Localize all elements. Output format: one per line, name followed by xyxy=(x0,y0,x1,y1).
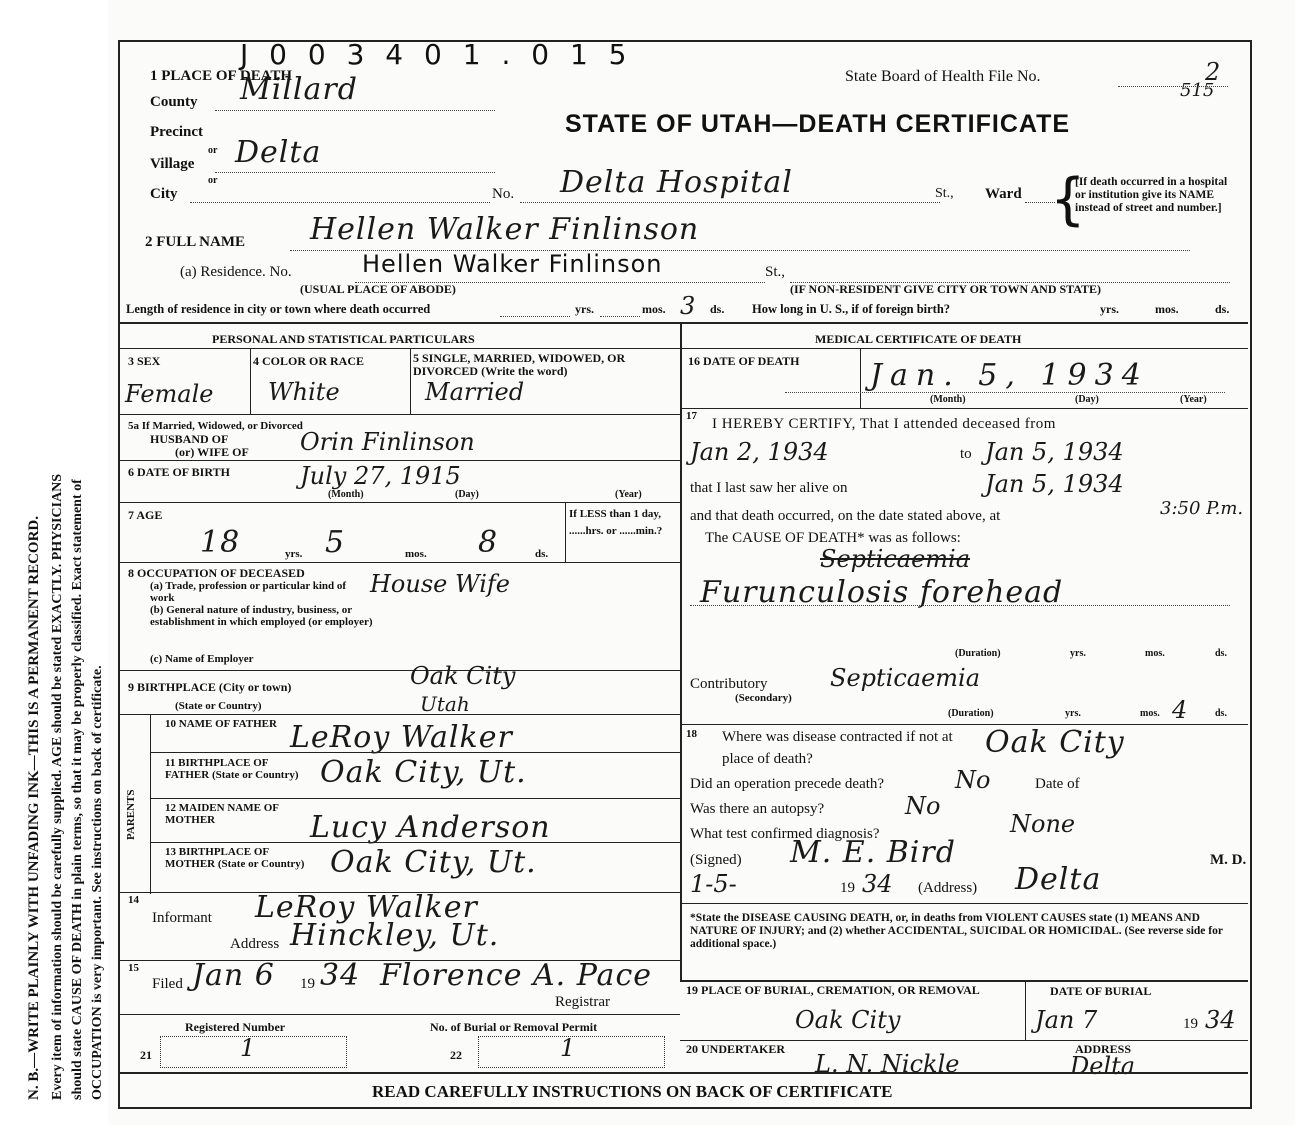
length-months-value: 3 xyxy=(680,292,696,320)
file-number-value: 2 xyxy=(1205,58,1221,86)
spouse-value: Orin Finlinson xyxy=(300,428,475,456)
village-value: Delta xyxy=(235,135,322,170)
death-certificate: N. B.—WRITE PLAINLY WITH UNFADING INK—THIS IS A PERMANENT RECORD. Every item of information should be carefully supplied. AGE should be stated EXACTLY. PHYSICIANS should state CAUSE OF DEATH in plain terms, so that it may be properly classified. Exact statement of OCCUPATION is very important. See instructions on back of certificate. J 0 0 3 4 0 1 . 0 1 5 State Board of Health File No. 2 515 STATE OF UTAH—DEATH CERTIFICATE 1 PLACE OF DEATH County Millard Precinct or Village Delta or City No. Delta Hospital St., Ward { [If death occurred in a hospital or institution give its NAME instead of street and number.] 2 FULL NAME Hellen Walker Finlinson (a) Residence. No. Hellen Walker Finlinson St., (USUAL PLACE OF ABODE) (IF NON-RESIDENT GIVE CITY OR TOWN AND STATE) Length of residence in city or town where death occurred yrs. mos. 3 ds. How long in U. S., if of foreign birth? yrs. mos. ds. PERSONAL AND STATISTICAL PARTICULARS 3 SEX 4 COLOR OR RACE 5 SINGLE, MARRIED, WIDOWED, OR DIVORCED (Write the word) Female White Married 5a If Married, Widowed, or Divorced HUSBAND OF (or) WIFE OF Orin Finlinson 6 DATE OF BIRTH July 27, 1915 (Month) (Day) (Year) 7 AGE 18 yrs. 5 mos. 8 ds. If LESS than 1 day, ......hrs. or ......min.? 8 OCCUPATION OF DECEASED (a) Trade, profession or particular kind of work House Wife (b) General nature of industry, business, or establishment in which employed (or employer) (c) Name of Employer 9 BIRTHPLACE (City or town) Oak City (State or Country) Utah PARENTS 10 NAME OF FATHER LeRoy Walker 11 BIRTHPLACE OF FATHER (State or Country) Oak City, Ut. 12 MAIDEN NAME OF MOTHER Lucy Anderson 13 BIRTHPLACE OF MOTHER (State or Country) Oak City, Ut. 14 Informant LeRoy Walker Address Hinckley, Ut. 15 Filed Jan 6 19 34 Florence A. Pace Registrar Registered Number No. of Burial or Removal Permit 21 1 22 1 MEDICAL CERTIFICATE OF DEATH 16 DATE OF DEATH Jan. 5, 1934 (Month) (Day) (Year) 17 I HEREBY CERTIFY, That I attended deceased from Jan 2, 1934 to Jan 5, 1934 that I last saw her alive on Jan 5, 1934 and that death occurred, on the date stated above, at 3:50 P.m. The CAUSE OF DEATH* was as follows: Septicaemia Furunculosis forehead (Duration) yrs. mos. ds. Contributory (Secondary) Septicaemia (Duration) yrs. mos. 4 ds. 18 Where was disease contracted if not at place of death? Oak City Did an operation precede death? No Date of Was there an autopsy? No What test confirmed diagnosis? None (Signed) M. E. Bird M. D. 1-5- 19 34 (Address) Delta *State the DISEASE CAUSING DEATH, or, in deaths from VIOLENT CAUSES state (1) MEANS AND NATURE OF INJURY; and (2) whether ACCIDENTAL, SUICIDAL OR HOMICIDAL. (See reverse side for additional space.) 19 PLACE OF BURIAL, CREMATION, OR REMOVAL Oak City DATE OF BURIAL Jan 7 19 34 20 UNDERTAKER L. N. Nickle ADDRESS Delta READ CAREFULLY INSTRUCTIONS ON BACK OF CERTIFICATE xyxy=(0,0,1295,1125)
age-less-than: If LESS than 1 day, ......hrs. or ......min.? xyxy=(569,508,663,537)
burial-year-value: 34 xyxy=(1205,1006,1236,1034)
registered-number-value: 1 xyxy=(240,1034,256,1062)
personal-heading: PERSONAL AND STATISTICAL PARTICULARS xyxy=(212,332,475,346)
filed-date-value: Jan 6 xyxy=(192,958,275,993)
sidebar-line-3: should state CAUSE OF DEATH in plain terms, so that it may be properly classified. Exact statement of xyxy=(70,479,85,1100)
sidebar-line-4: OCCUPATION is very important. See instructions on back of certificate. xyxy=(90,665,105,1100)
filed-year-value: 34 xyxy=(320,958,361,993)
registrar-label: Registrar xyxy=(555,994,610,1010)
medical-heading: MEDICAL CERTIFICATE OF DEATH xyxy=(815,332,1022,346)
attended-from-value: Jan 2, 1934 xyxy=(690,438,829,466)
county-label: County xyxy=(150,94,198,110)
signed-label: (Signed) xyxy=(690,852,742,868)
informant-address-value: Hinckley, Ut. xyxy=(290,918,500,953)
brace-icon: { xyxy=(1050,167,1086,232)
hospital-value: Delta Hospital xyxy=(560,165,793,200)
sex-value: Female xyxy=(125,380,214,408)
age-months-value: 5 xyxy=(325,525,346,560)
burial-permit-value: 1 xyxy=(560,1034,576,1062)
cause-note: *State the DISEASE CAUSING DEATH, or, in deaths from VIOLENT CAUSES state (1) MEANS AND NATURE OF INJURY; and (2) whether ACCIDENTAL, SUICIDAL OR HOMICIDAL. (See reverse side for additional space.) xyxy=(690,912,1223,950)
filed-label: Filed xyxy=(152,976,183,992)
place-heading: 1 PLACE OF DEATH xyxy=(150,68,293,84)
mother-birthplace-value: Oak City, Ut. xyxy=(330,845,537,880)
cause-struck-value: Septicaemia xyxy=(820,545,971,573)
age-years-value: 18 xyxy=(200,525,241,560)
age-days-value: 8 xyxy=(478,525,499,560)
sidebar-line-1: N. B.—WRITE PLAINLY WITH UNFADING INK—THIS IS A PERMANENT RECORD. xyxy=(26,516,42,1100)
hospital-note: [If death occurred in a hospital or institution give its NAME instead of street and number.] xyxy=(1075,176,1228,214)
contributory-months-value: 4 xyxy=(1172,696,1188,724)
full-name-label: 2 FULL NAME xyxy=(145,234,246,250)
contributory-label: Contributory xyxy=(690,676,768,692)
race-value: White xyxy=(268,378,340,406)
parents-label: PARENTS xyxy=(125,789,137,840)
certificate-title: STATE OF UTAH—DEATH CERTIFICATE xyxy=(565,110,1071,138)
signed-value: M. E. Bird xyxy=(790,835,956,870)
contributory-value: Septicaemia xyxy=(830,664,981,692)
burial-date-value: Jan 7 xyxy=(1035,1006,1098,1034)
certify-text: I HEREBY CERTIFY, That I attended deceased from xyxy=(712,416,1056,432)
birthplace-value: Oak City xyxy=(410,662,516,690)
file-number-value-2: 515 xyxy=(1180,80,1215,101)
informant-value: LeRoy Walker xyxy=(255,890,478,925)
instruction-sidebar xyxy=(0,0,108,1125)
birthplace-state-value: Utah xyxy=(420,692,470,716)
marital-value: Married xyxy=(425,378,525,406)
test-value: None xyxy=(1010,810,1076,838)
last-saw-label: that I last saw her alive on xyxy=(690,480,848,496)
residence-value: Hellen Walker Finlinson xyxy=(362,250,663,278)
sidebar-line-2: Every item of information should be carefully supplied. AGE should be stated EXACTLY. PHYSICIANS xyxy=(50,473,65,1100)
operation-label: Did an operation precede death? xyxy=(690,776,885,792)
operation-value: No xyxy=(955,766,991,794)
death-time-label: and that death occurred, on the date stated above, at xyxy=(690,508,1001,524)
signed-year-value: 34 xyxy=(862,870,893,898)
full-name-value: Hellen Walker Finlinson xyxy=(310,212,700,247)
city-label: City xyxy=(150,186,178,202)
contracted-label: Where was disease contracted if not at place of death? xyxy=(722,729,953,767)
signed-date-value: 1-5- xyxy=(690,870,737,898)
test-label: What test confirmed diagnosis? xyxy=(690,826,880,842)
undertaker-value: L. N. Nickle xyxy=(815,1050,960,1078)
serial-number: J 0 0 3 4 0 1 . 0 1 5 xyxy=(240,38,633,71)
contracted-value: Oak City xyxy=(985,725,1125,760)
cause-label: The CAUSE OF DEATH* was as follows: xyxy=(705,530,961,546)
length-residence-label: Length of residence in city or town where death occurred xyxy=(126,302,431,316)
autopsy-label: Was there an autopsy? xyxy=(690,801,825,817)
attended-to-value: Jan 5, 1934 xyxy=(985,438,1124,466)
file-number-label: State Board of Health File No. xyxy=(845,68,1041,85)
footer-instructions: READ CAREFULLY INSTRUCTIONS ON BACK OF CERTIFICATE xyxy=(372,1082,893,1101)
precinct-label: Precinct xyxy=(150,124,204,140)
county-value: Millard xyxy=(240,72,358,107)
father-value: LeRoy Walker xyxy=(290,720,513,755)
ward-label: Ward xyxy=(985,186,1022,202)
village-label: Village xyxy=(150,156,195,172)
undertaker-address-value: Delta xyxy=(1070,1052,1136,1080)
dob-value: July 27, 1915 xyxy=(300,462,461,490)
occupation-value: House Wife xyxy=(370,570,510,598)
death-time-value: 3:50 P.m. xyxy=(1160,498,1244,519)
mother-value: Lucy Anderson xyxy=(310,810,551,845)
informant-address-label: Address xyxy=(230,936,280,952)
registrar-name-value: Florence A. Pace xyxy=(380,958,652,993)
cause-value: Furunculosis forehead xyxy=(700,575,1064,610)
residence-label: (a) Residence. No. xyxy=(180,264,292,280)
death-date-value: Jan. 5, 1934 xyxy=(870,358,1149,393)
last-saw-value: Jan 5, 1934 xyxy=(985,470,1124,498)
father-birthplace-value: Oak City, Ut. xyxy=(320,755,527,790)
burial-place-value: Oak City xyxy=(795,1006,901,1034)
informant-label: Informant xyxy=(152,910,212,926)
physician-address-value: Delta xyxy=(1015,862,1102,897)
autopsy-value: No xyxy=(905,792,941,820)
